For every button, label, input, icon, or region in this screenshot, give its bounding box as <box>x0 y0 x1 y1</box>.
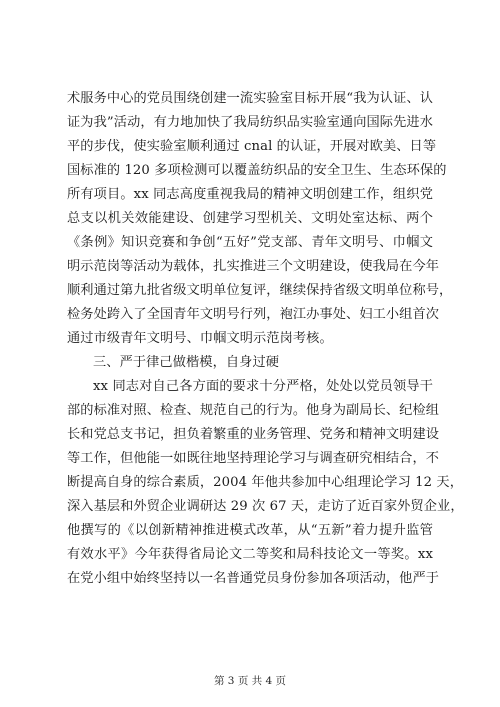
section-heading <box>67 351 433 375</box>
text-line: xx 同志对自己各方面的要求十分严格，处处以党员领导干 <box>93 379 433 394</box>
heading-text: 三、严于律己做楷模，自身过硬 <box>93 355 280 370</box>
text-line: 所有项目。xx 同志高度重视我局的精神文明创建工作，组织党 <box>67 187 433 202</box>
text-line: 证为我”活动，有力地加快了我局纺织品实验室通向国际先进水 <box>67 115 433 130</box>
page-number-footer: 第 3 页 共 4 页 <box>213 675 287 687</box>
text-line: 顺利通过第九批省级文明单位复评，继续保持省级文明单位称号， <box>67 283 453 298</box>
text-line: 《条例》知识竞赛和争创“五好”党支部、青年文明号、巾帼文 <box>67 235 433 250</box>
text-line: 有效水平》今年获得省局论文二等奖和局科技论文一等奖。xx <box>67 547 433 562</box>
text-line: 总支以机关效能建设、创建学习型机关、文明处室达标、两个 <box>67 211 433 226</box>
text-line: 深入基层和外贸企业调研达 29 次 67 天，走访了近百家外贸企业， <box>67 499 464 514</box>
text-line: 部的标准对照、检查、规范自己的行为。他身为副局长、纪检组 <box>67 403 440 418</box>
text-line: 明示范岗等活动为载体，扎实推进三个文明建设，使我局在今年 <box>67 259 440 274</box>
text-line: 断提高自身的综合素质，2004 年他共参加中心组理论学习 12 天， <box>67 475 464 490</box>
text-line: 术服务中心的党员围绕创建一流实验室目标开展“我为认证、认 <box>67 91 433 106</box>
text-line: 通过市级青年文明号、巾帼文明示范岗考核。 <box>67 331 333 346</box>
text-line: 等工作，但他能一如既往地坚持理论学习与调查研究相结合，不 <box>67 451 440 466</box>
paragraph <box>67 375 464 591</box>
text-line: 他撰写的《以创新精神推进模式改革，从“五新”着力提升监管 <box>67 523 433 538</box>
paragraph <box>67 87 453 351</box>
text-line: 在党小组中始终坚持以一名普通党员身份参加各项活动，他严于 <box>67 571 440 586</box>
text-line: 检务处跨入了全国青年文明号行列，袍江办事处、妇工小组首次 <box>67 307 440 322</box>
document-body <box>67 87 464 591</box>
text-line: 平的步伐，使实验室顺利通过 cnal 的认证，开展对欧美、日等 <box>67 139 437 154</box>
text-line: 长和党总支书记，担负着繁重的业务管理、党务和精神文明建设 <box>67 427 440 442</box>
text-line: 国标准的 120 多项检测可以覆盖纺织品的安全卫生、生态环保的 <box>67 163 447 178</box>
